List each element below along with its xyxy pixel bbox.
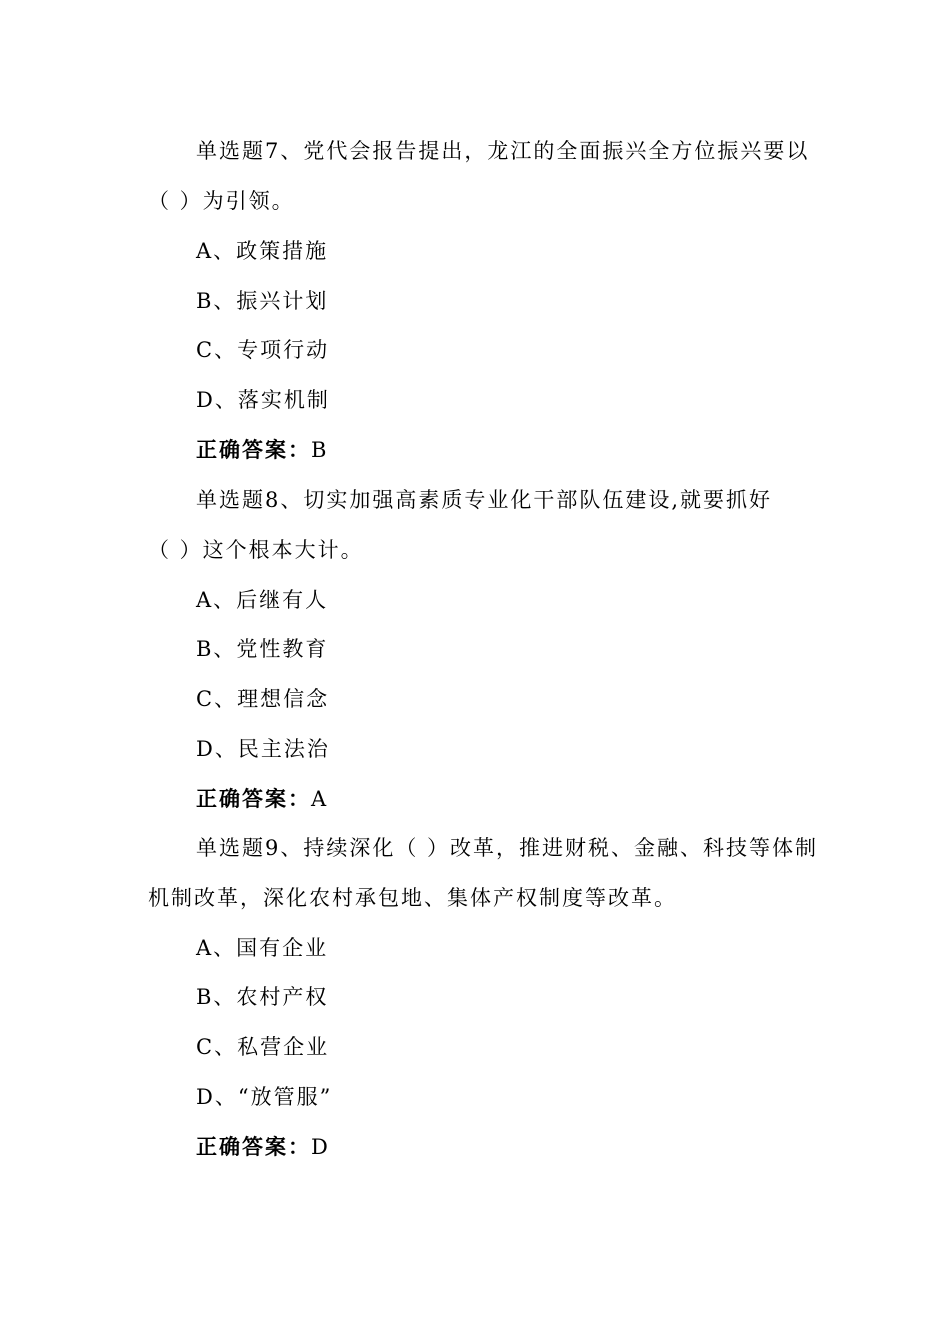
- correct-answer-label: 正确答案：: [196, 1134, 311, 1159]
- option-b: B、振兴计划: [196, 289, 329, 313]
- correct-answer-value: D: [311, 1135, 330, 1159]
- correct-answer-label: 正确答案：: [196, 786, 311, 811]
- question-stem-line-1: 单选题8、切实加强高素质专业化干部队伍建设,就要抓好: [196, 488, 773, 512]
- question-stem-line-2: （ ）为引领。: [148, 189, 295, 213]
- option-d: D、民主法治: [196, 737, 330, 761]
- option-d: D、“放管服”: [196, 1085, 333, 1109]
- correct-answer: [196, 437, 328, 463]
- option-b: B、农村产权: [196, 985, 329, 1009]
- correct-answer: [196, 786, 328, 812]
- correct-answer-label: 正确答案：: [196, 437, 311, 462]
- correct-answer: [196, 1134, 330, 1160]
- option-c: C、理想信念: [196, 687, 330, 711]
- question-stem-line-2: 机制改革，深化农村承包地、集体产权制度等改革。: [148, 886, 677, 910]
- option-d: D、落实机制: [196, 388, 330, 412]
- option-b: B、党性教育: [196, 637, 329, 661]
- question-stem-line-1: 单选题7、党代会报告提出，龙江的全面振兴全方位振兴要以: [196, 139, 810, 163]
- option-a: A、国有企业: [196, 936, 329, 960]
- option-a: A、政策措施: [196, 239, 329, 263]
- option-c: C、私营企业: [196, 1035, 330, 1059]
- option-c: C、专项行动: [196, 338, 330, 362]
- question-stem-line-1: 单选题9、持续深化（ ）改革，推进财税、金融、科技等体制: [196, 836, 819, 860]
- question-stem-line-2: （ ）这个根本大计。: [148, 538, 364, 562]
- option-a: A、后继有人: [196, 588, 329, 612]
- correct-answer-value: B: [311, 438, 329, 462]
- correct-answer-value: A: [311, 787, 329, 811]
